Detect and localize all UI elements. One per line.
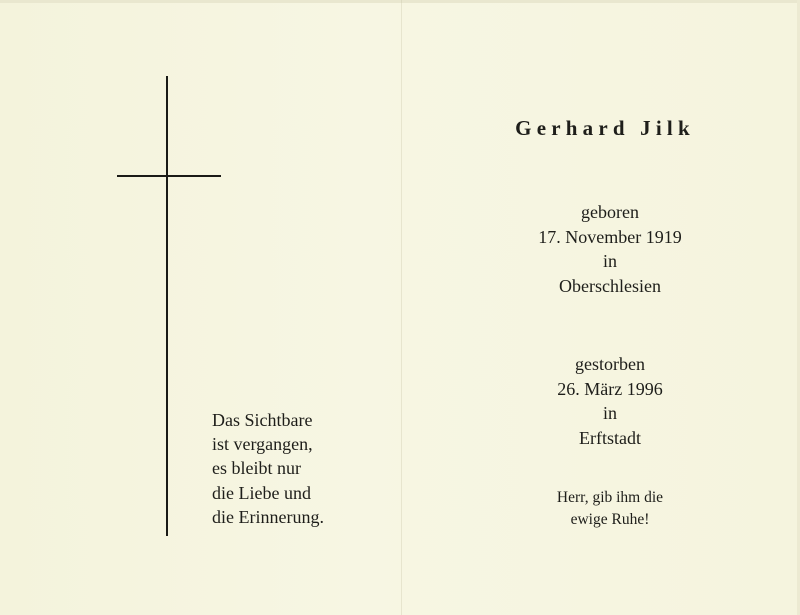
death-info	[480, 352, 740, 450]
memorial-verse	[212, 408, 402, 529]
death-preposition: in	[602, 403, 617, 423]
verse-line: Das Sichtbare	[212, 410, 313, 430]
cross-horizontal-bar	[117, 175, 221, 177]
prayer-line: ewige Ruhe!	[570, 511, 650, 528]
card-top-edge	[0, 0, 800, 3]
verse-line: ist vergangen,	[212, 434, 313, 455]
death-place: Erftstadt	[579, 427, 641, 448]
verse-line: es bleibt nur	[212, 458, 301, 479]
deceased-name: Gerhard Jilk	[515, 116, 695, 140]
verse-line: die Erinnerung.	[212, 506, 324, 527]
death-date: 26. März 1996	[557, 378, 663, 399]
birth-info	[480, 200, 740, 298]
birth-label: geboren	[581, 202, 639, 222]
cross-vertical-bar	[166, 76, 168, 536]
prayer-line: Herr, gib ihm die	[556, 489, 664, 506]
verse-line: die Liebe und	[212, 482, 311, 503]
death-label: gestorben	[575, 354, 645, 374]
birth-date: 17. November 1919	[538, 226, 682, 247]
birth-preposition: in	[602, 251, 617, 271]
prayer-text	[490, 487, 730, 531]
birth-place: Oberschlesien	[559, 275, 661, 296]
